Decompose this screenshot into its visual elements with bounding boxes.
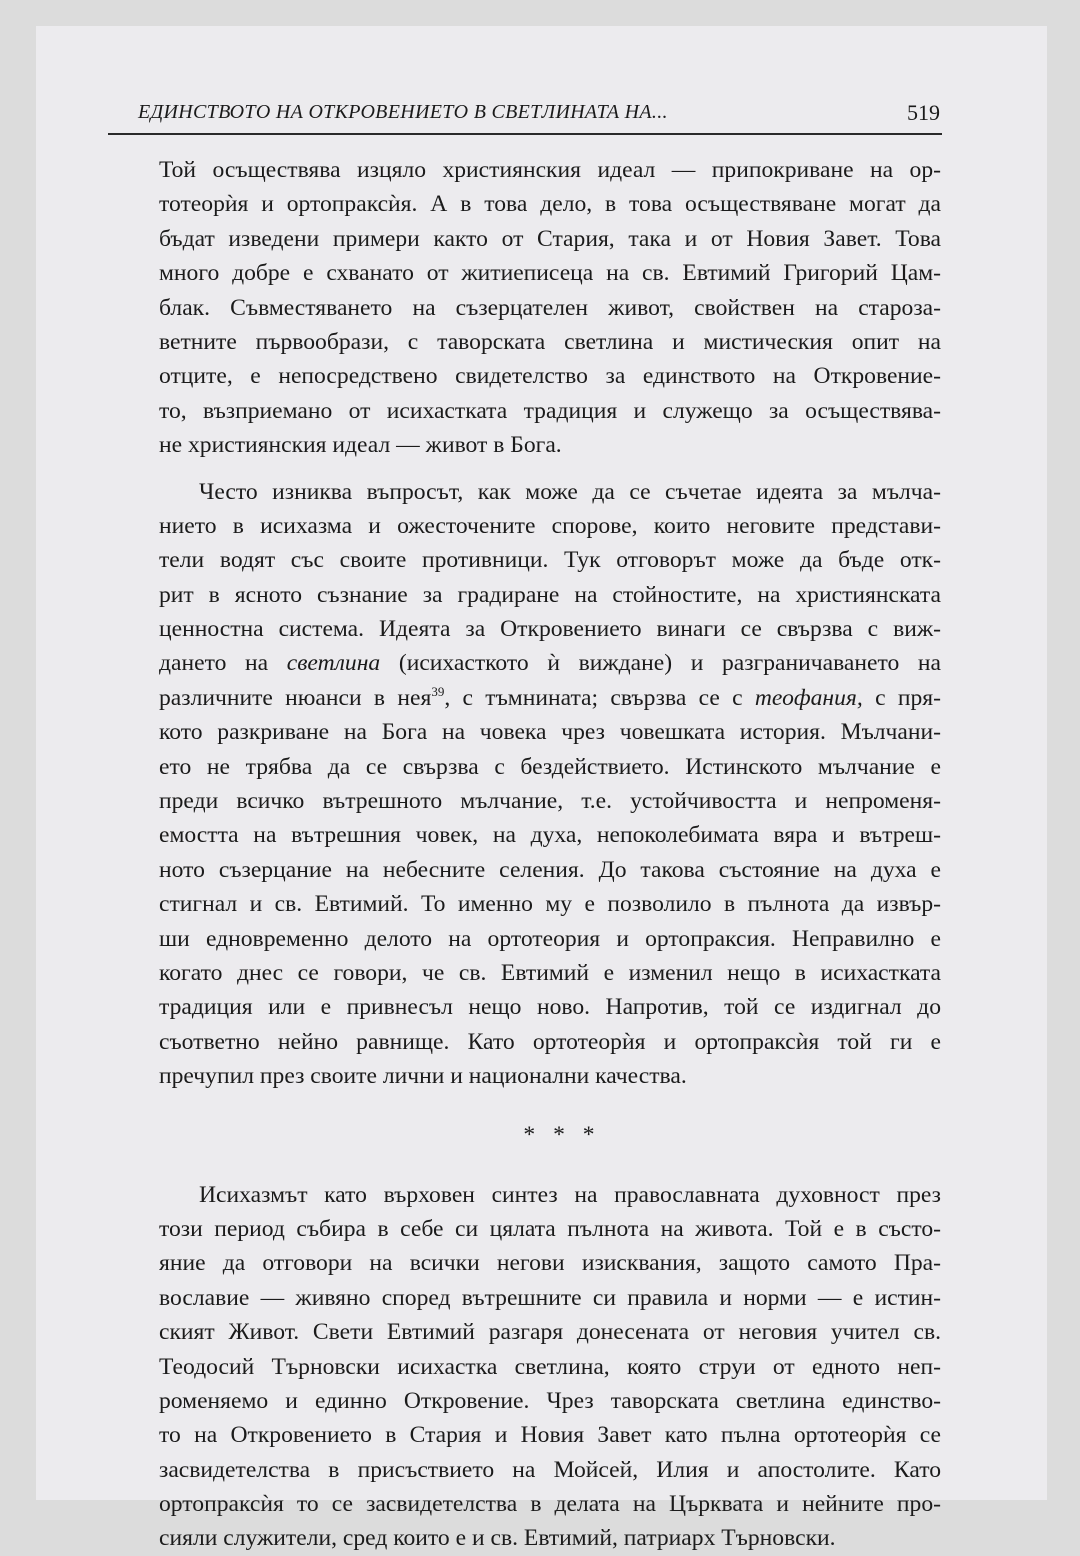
- text-line: Често изниква въпросът, как може да се съчетае идеята за мълча-: [199, 478, 941, 505]
- italic-term: светлина: [286, 650, 381, 677]
- paragraph-1: [159, 153, 941, 463]
- text-line: кото разкриване на Бога на човека чрез човешката история. Мълчани-: [159, 719, 941, 746]
- text-line: традиция или е привнесъл нещо ново. Напротив, той се издигнал до: [159, 994, 941, 1021]
- text-line: емостта на вътрешния човек, на духа, непоколебимата вяра и вътреш-: [159, 822, 941, 849]
- text-line: не християнския идеал — живот в Бога.: [159, 432, 562, 459]
- text-line: засвидетелства в присъствието на Мойсей, Илия и апостолите. Като: [159, 1456, 941, 1483]
- text-fragment: дането на: [159, 650, 287, 677]
- text-fragment: (исихасткото ѝ виждане) и разграничаването на: [380, 650, 941, 677]
- text-line-with-italic: [159, 646, 941, 680]
- text-fragment: различните нюанси в нея: [159, 684, 432, 711]
- text-line: блак. Съвместяването на съзерцателен живот, свойствен на староза-: [159, 294, 941, 321]
- text-line: когато днес се говори, че св. Евтимий е изменил нещо в исихастката: [159, 959, 941, 986]
- text-line: Той осъществява изцяло християнския идеал — припокриване на ор-: [159, 157, 941, 183]
- running-title: ЕДИНСТВОТО НА ОТКРОВЕНИЕТО В СВЕТЛИНАТА НА...: [138, 101, 668, 123]
- text-line: ето не трябва да се свързва с бездействието. Истинското мълчание е: [159, 753, 941, 780]
- text-line: тотеорѝя и ортопраксѝя. А в това дело, в това осъществяване могат да: [159, 191, 941, 218]
- section-separator: * * *: [523, 1121, 601, 1148]
- text-line: вославие — живяно според вътрешните си правила и норми — е истин-: [159, 1284, 941, 1311]
- text-line: преди всичко вътрешното мълчание, т.е. устойчивостта и непроменя-: [159, 788, 941, 815]
- text-line: много добре е схванато от житиеписеца на св. Евтимий Григорий Цам-: [159, 260, 941, 287]
- footnote-reference: 39: [431, 684, 445, 699]
- text-line: роменяемо и единно Откровение. Чрез таворската светлина единство-: [159, 1387, 941, 1414]
- text-fragment: с пря-: [862, 684, 941, 711]
- text-line: пречупил през своите лични и национални качества.: [159, 1063, 687, 1090]
- page-header: [108, 97, 942, 135]
- text-line: яние да отговори на всички негови изисквания, защото самото Пра-: [159, 1250, 941, 1277]
- text-line: отците, е непосредствено свидетелство за единството на Откровение-: [159, 363, 941, 390]
- text-line: ценностна система. Идеята за Откровението винаги се свързва с виж-: [159, 616, 941, 643]
- text-line: Исихазмът като върховен синтез на православната духовност през: [199, 1181, 941, 1208]
- text-line: ветните първообрази, с таворската светлина и мистическия опит на: [159, 328, 941, 355]
- italic-term: теофания,: [754, 684, 863, 711]
- text-line: ното съзерцание на небесните селения. До такова състояние на духа е: [159, 856, 941, 883]
- text-line: то, възприемано от исихастката традиция и служещо за осъществява-: [159, 397, 941, 424]
- text-line: то на Откровението в Стария и Новия Завет като пълна ортотеорѝя се: [159, 1422, 941, 1449]
- text-line: рит в ясното съзнание за градиране на стойностите, на християнската: [159, 581, 941, 608]
- text-fragment: , с тъмнината; свързва се с: [444, 684, 755, 711]
- text-line: ският Живот. Свети Евтимий разгаря донесената от неговия учител св.: [159, 1319, 941, 1346]
- text-line: нието в исихазма и ожесточените спорове, които неговите представи-: [159, 512, 941, 539]
- text-line: бъдат изведени примери както от Стария, така и от Новия Завет. Това: [159, 225, 941, 252]
- paragraph-2: [159, 475, 941, 1094]
- text-line-with-footnote: [159, 681, 941, 715]
- text-line: ши едновременно делото на ортотеория и ортопраксия. Неправилно е: [159, 925, 941, 952]
- text-line: тели водят със своите противници. Тук отговорът може да бъде отк-: [159, 547, 941, 574]
- page-body: [159, 153, 941, 1556]
- text-line: сияли служители, сред които е и св. Евтимий, патриарх Търновски.: [159, 1525, 836, 1552]
- page-number: 519: [907, 100, 940, 125]
- text-line: този период събира в себе си цялата пълнота на живота. Той е в състо-: [159, 1215, 941, 1242]
- text-line: Теодосий Търновски исихастка светлина, която струи от едното неп-: [159, 1353, 941, 1380]
- text-line: ортопраксѝя то се засвидетелства в делата на Църквата и нейните про-: [159, 1491, 941, 1518]
- text-line: съответно нейно равнище. Като ортотеорѝя и ортопраксѝя той ги е: [159, 1028, 941, 1055]
- text-line: стигнал и св. Евтимий. То именно му е позволило в пълнота да извър-: [159, 891, 941, 918]
- paragraph-3: [159, 1178, 941, 1556]
